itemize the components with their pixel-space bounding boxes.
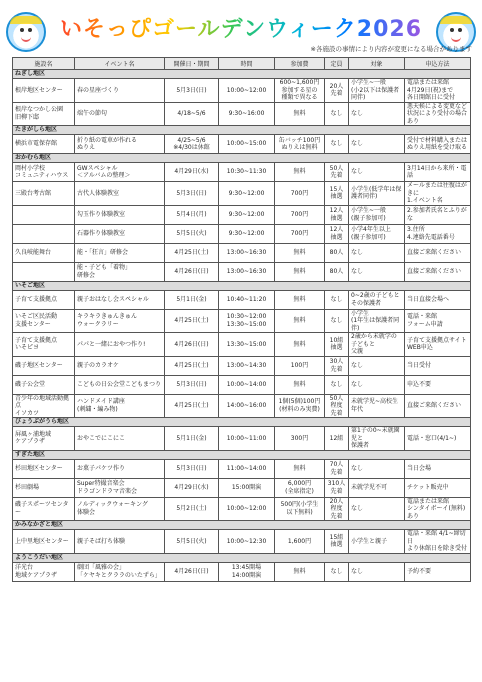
capacity-cell: 20人程度 先着 bbox=[325, 497, 349, 521]
column-header: 定員 bbox=[325, 58, 349, 70]
area-name: おかむら地区 bbox=[13, 154, 471, 163]
facility-cell: 杉田地区センター bbox=[13, 459, 75, 478]
area-header-row bbox=[13, 553, 471, 562]
event-name-cell: お菓子パケツ作り bbox=[75, 459, 165, 478]
area-header-row bbox=[13, 70, 471, 79]
facility-cell: 磯子スポーツセンター bbox=[13, 497, 75, 521]
target-cell: 2歳から未就学の子どもと 父親 bbox=[349, 333, 405, 357]
capacity-cell: 10組 抽選 bbox=[325, 333, 349, 357]
table-row bbox=[13, 333, 471, 357]
facility-cell bbox=[13, 205, 75, 224]
table-row bbox=[13, 530, 471, 554]
fee-cell: 1,600円 bbox=[275, 530, 325, 554]
target-cell: なし bbox=[349, 262, 405, 281]
target-cell: なし bbox=[349, 163, 405, 182]
target-cell: なし bbox=[349, 102, 405, 126]
area-name: すぎた地区 bbox=[13, 450, 471, 459]
table-row bbox=[13, 427, 471, 451]
date-cell: 5月3日(日) bbox=[165, 375, 219, 394]
apply-method-cell: 当日会場 bbox=[405, 459, 471, 478]
fee-cell: 700円 bbox=[275, 224, 325, 243]
capacity-cell: なし bbox=[325, 135, 349, 154]
target-cell: 0~2歳の子どもと その保護者 bbox=[349, 290, 405, 309]
apply-method-cell: 2.参加者氏名とふりがな bbox=[405, 205, 471, 224]
capacity-cell: 30人 先着 bbox=[325, 356, 349, 375]
fee-cell: 6,000円 (全席指定) bbox=[275, 478, 325, 497]
time-cell: 13:00~16:30 bbox=[219, 262, 275, 281]
event-name-cell: こどもの日公会堂こどもまつり bbox=[75, 375, 165, 394]
facility-cell: 杉田劇場 bbox=[13, 478, 75, 497]
column-header: 時間 bbox=[219, 58, 275, 70]
table-row bbox=[13, 394, 471, 418]
date-cell: 5月3日(日) bbox=[165, 79, 219, 103]
table-row bbox=[13, 205, 471, 224]
column-header: 申込方法 bbox=[405, 58, 471, 70]
apply-method-cell: 予約不要 bbox=[405, 562, 471, 581]
capacity-cell: 80人 bbox=[325, 262, 349, 281]
target-cell: 第1子の0~未就園児と 保護者 bbox=[349, 427, 405, 451]
table-row bbox=[13, 79, 471, 103]
event-name-cell: パパと一緒におやつ作り! bbox=[75, 333, 165, 357]
target-cell: 未就学児不可 bbox=[349, 478, 405, 497]
apply-method-cell: 電話・窓口(4/1~) bbox=[405, 427, 471, 451]
capacity-cell: なし bbox=[325, 562, 349, 581]
time-cell: 9:30~12:00 bbox=[219, 205, 275, 224]
fee-cell: 700円 bbox=[275, 182, 325, 206]
capacity-cell: なし bbox=[325, 375, 349, 394]
date-cell: 5月2日(土) bbox=[165, 497, 219, 521]
event-name-cell: ノルディックウォーキング 体験会 bbox=[75, 497, 165, 521]
date-cell: 5月1日(金) bbox=[165, 427, 219, 451]
column-header: イベント名 bbox=[75, 58, 165, 70]
event-name-cell: ハンドメイド講座 (刺繍・編み物) bbox=[75, 394, 165, 418]
column-header: 施設名 bbox=[13, 58, 75, 70]
capacity-cell: 50人程度 先着 bbox=[325, 394, 349, 418]
time-cell: 10:40~11:20 bbox=[219, 290, 275, 309]
event-name-cell: 親子そば打ち体験 bbox=[75, 530, 165, 554]
area-name: いそご地区 bbox=[13, 281, 471, 290]
event-name-cell: 勾玉作り体験教室 bbox=[75, 205, 165, 224]
fee-cell: 100円 bbox=[275, 356, 325, 375]
apply-method-cell: 悪天候による変更など 状況により受付の場合あり bbox=[405, 102, 471, 126]
time-cell: 13:45開場 14:00開演 bbox=[219, 562, 275, 581]
event-name-cell: 古代人体験教室 bbox=[75, 182, 165, 206]
date-cell: 4月25日(土) bbox=[165, 243, 219, 262]
capacity-cell: 80人 bbox=[325, 243, 349, 262]
facility-cell: 磯子公会堂 bbox=[13, 375, 75, 394]
date-cell: 4月29日(水) bbox=[165, 163, 219, 182]
capacity-cell: 20人 先着 bbox=[325, 79, 349, 103]
mascot-logo-icon bbox=[6, 12, 46, 52]
date-cell: 4月26日(日) bbox=[165, 262, 219, 281]
time-cell: 10:30~12:00 13:30~15:00 bbox=[219, 309, 275, 333]
table-row bbox=[13, 182, 471, 206]
fee-cell: 500円(小学生 以下無料) bbox=[275, 497, 325, 521]
fee-cell: 300円 bbox=[275, 427, 325, 451]
target-cell: なし bbox=[349, 459, 405, 478]
event-name-cell: 春の星座づくり bbox=[75, 79, 165, 103]
apply-method-cell: 当日直接会場へ bbox=[405, 290, 471, 309]
date-cell: 5月4日(月) bbox=[165, 205, 219, 224]
facility-cell: 久良岐能舞台 bbox=[13, 243, 75, 262]
date-cell: 4月25日(土) bbox=[165, 309, 219, 333]
date-cell: 4月26日(日) bbox=[165, 333, 219, 357]
capacity-cell: なし bbox=[325, 102, 349, 126]
area-name: ねぎし地区 bbox=[13, 70, 471, 79]
time-cell: 14:00~16:00 bbox=[219, 394, 275, 418]
date-cell: 4月26日(日) bbox=[165, 562, 219, 581]
target-cell: 小学生~一般 (親子参加可) bbox=[349, 205, 405, 224]
facility-cell: 磯子地区センター bbox=[13, 356, 75, 375]
apply-method-cell: 電話または来館 シンタイボーイ(無料)あり bbox=[405, 497, 471, 521]
area-header-row bbox=[13, 450, 471, 459]
column-header: 対象 bbox=[349, 58, 405, 70]
apply-method-cell: チケット販売中 bbox=[405, 478, 471, 497]
time-cell: 15:00開演 bbox=[219, 478, 275, 497]
target-cell: 小学生~一般 (小2以下は保護者同伴) bbox=[349, 79, 405, 103]
date-cell: 4月25日(土) bbox=[165, 356, 219, 375]
fee-cell: 無料 bbox=[275, 459, 325, 478]
capacity-cell: 12人 抽選 bbox=[325, 205, 349, 224]
facility-cell: 根岸地区センター bbox=[13, 79, 75, 103]
fee-cell: 1個(5個)100円 (材料のみ実費) bbox=[275, 394, 325, 418]
facility-cell: 青少年の地域活動拠点 イソカツ bbox=[13, 394, 75, 418]
facility-cell: いそご区民活動 支援センター bbox=[13, 309, 75, 333]
date-cell: 5月1日(金) bbox=[165, 290, 219, 309]
table-row bbox=[13, 163, 471, 182]
apply-method-cell: 申込不要 bbox=[405, 375, 471, 394]
area-header-row bbox=[13, 521, 471, 530]
time-cell: 9:30~16:00 bbox=[219, 102, 275, 126]
fee-cell: 無料 bbox=[275, 102, 325, 126]
apply-method-cell: 3月14日から来所・電話 bbox=[405, 163, 471, 182]
target-cell: なし bbox=[349, 243, 405, 262]
target-cell: なし bbox=[349, 356, 405, 375]
date-cell: 4月25日(土) bbox=[165, 394, 219, 418]
date-cell: 4/25~5/6 ※4/30は休館 bbox=[165, 135, 219, 154]
event-name-cell: 石器作り体験教室 bbox=[75, 224, 165, 243]
date-cell: 4/18~5/6 bbox=[165, 102, 219, 126]
fee-cell: 700円 bbox=[275, 205, 325, 224]
fee-cell: 無料 bbox=[275, 262, 325, 281]
apply-method-cell: 子育て支援拠点サイト WEB申込 bbox=[405, 333, 471, 357]
fee-cell: 無料 bbox=[275, 333, 325, 357]
apply-method-cell: 当日受付 bbox=[405, 356, 471, 375]
fee-cell: 無料 bbox=[275, 562, 325, 581]
target-cell: なし bbox=[349, 497, 405, 521]
date-cell: 5月5日(火) bbox=[165, 224, 219, 243]
event-name-cell: 劇団「風雅の会」 「ケヤキとクララのいたずら」 bbox=[75, 562, 165, 581]
event-name-cell: 端午の節句 bbox=[75, 102, 165, 126]
event-table-body bbox=[13, 70, 471, 582]
fee-cell: 無料 bbox=[275, 290, 325, 309]
area-name: たきがしら地区 bbox=[13, 126, 471, 135]
event-name-cell: キラキラきゅんきゅん ウォークラリー bbox=[75, 309, 165, 333]
table-row bbox=[13, 102, 471, 126]
time-cell: 13:00~16:30 bbox=[219, 243, 275, 262]
column-header: 開催日・期間 bbox=[165, 58, 219, 70]
area-name: びょうぶがうら地区 bbox=[13, 418, 471, 427]
fee-cell: 無料 bbox=[275, 375, 325, 394]
capacity-cell: なし bbox=[325, 309, 349, 333]
event-name-cell: 親子おはなし会スペシャル bbox=[75, 290, 165, 309]
page-title: いそっぴゴールデンウィーク2026 bbox=[50, 12, 432, 40]
facility-cell bbox=[13, 224, 75, 243]
facility-cell: 上中里地区センター bbox=[13, 530, 75, 554]
time-cell: 9:30~12:00 bbox=[219, 182, 275, 206]
event-table bbox=[12, 57, 471, 582]
event-name-cell: おやこでにこにこ bbox=[75, 427, 165, 451]
table-row bbox=[13, 459, 471, 478]
time-cell: 10:30~11:30 bbox=[219, 163, 275, 182]
facility-cell bbox=[13, 262, 75, 281]
table-row bbox=[13, 309, 471, 333]
capacity-cell: 50人 先着 bbox=[325, 163, 349, 182]
facility-cell: 洋光台 地域ケアプラザ bbox=[13, 562, 75, 581]
area-header-row bbox=[13, 154, 471, 163]
fee-cell: 無料 bbox=[275, 243, 325, 262]
apply-method-cell: 直接ご来館ください bbox=[405, 394, 471, 418]
event-name-cell: 能・子ども「着物」 研修会 bbox=[75, 262, 165, 281]
time-cell: 13:00~14:30 bbox=[219, 356, 275, 375]
apply-method-cell: メールまたは往復はがきに 1.イベント名 bbox=[405, 182, 471, 206]
area-name: かみなかざと地区 bbox=[13, 521, 471, 530]
target-cell: 小学生(低学年は保護者同伴) bbox=[349, 182, 405, 206]
time-cell: 10:00~12:00 bbox=[219, 497, 275, 521]
facility-cell: 横浜市電保存館 bbox=[13, 135, 75, 154]
target-cell: なし bbox=[349, 375, 405, 394]
capacity-cell: なし bbox=[325, 290, 349, 309]
area-header-row bbox=[13, 418, 471, 427]
table-row bbox=[13, 375, 471, 394]
facility-cell: 岡村小学校 コミュニティハウス bbox=[13, 163, 75, 182]
column-header: 参加費 bbox=[275, 58, 325, 70]
date-cell: 5月5日(火) bbox=[165, 530, 219, 554]
apply-method-cell: 直接ご来館ください bbox=[405, 243, 471, 262]
event-name-cell: 親子のカラオケ bbox=[75, 356, 165, 375]
table-row bbox=[13, 356, 471, 375]
table-row bbox=[13, 290, 471, 309]
table-row bbox=[13, 478, 471, 497]
area-header-row bbox=[13, 126, 471, 135]
fee-cell: 無料 bbox=[275, 163, 325, 182]
apply-method-cell: 3.住所 4.連絡先電話番号 bbox=[405, 224, 471, 243]
event-name-cell: GWスペシャル ＜アルバムの整理＞ bbox=[75, 163, 165, 182]
apply-method-cell: 電話・来館 フォーム申請 bbox=[405, 309, 471, 333]
time-cell: 9:30~12:00 bbox=[219, 224, 275, 243]
date-cell: 4月29日(水) bbox=[165, 478, 219, 497]
table-row bbox=[13, 562, 471, 581]
facility-cell: 三殿台考古館 bbox=[13, 182, 75, 206]
target-cell: 未就学児~高校生年代 bbox=[349, 394, 405, 418]
capacity-cell: 310人 先着 bbox=[325, 478, 349, 497]
time-cell: 10:00~15:00 bbox=[219, 135, 275, 154]
target-cell: なし bbox=[349, 562, 405, 581]
facility-cell: 屏風ヶ浦地域 ケアプラザ bbox=[13, 427, 75, 451]
time-cell: 13:30~15:00 bbox=[219, 333, 275, 357]
apply-method-cell: 電話・来館 4/1~締切日 より休館日を除き受付 bbox=[405, 530, 471, 554]
time-cell: 11:00~14:00 bbox=[219, 459, 275, 478]
table-row bbox=[13, 243, 471, 262]
table-row bbox=[13, 497, 471, 521]
facility-cell: 根岸なつかし公園 旧柳下邸 bbox=[13, 102, 75, 126]
event-name-cell: 折り紙の電車が作れる ぬりえ bbox=[75, 135, 165, 154]
event-name-cell: Super特撮音楽会 ドラゴンドラマ音楽会 bbox=[75, 478, 165, 497]
table-row bbox=[13, 135, 471, 154]
notice-text: ※各施設の事情により内容が変更になる場合があります bbox=[310, 45, 472, 53]
capacity-cell: 12人 抽選 bbox=[325, 224, 349, 243]
capacity-cell: 12組 bbox=[325, 427, 349, 451]
target-cell: 小学生と親子 bbox=[349, 530, 405, 554]
capacity-cell: 70人 先着 bbox=[325, 459, 349, 478]
time-cell: 10:00~12:00 bbox=[219, 79, 275, 103]
table-row bbox=[13, 224, 471, 243]
table-header-row bbox=[13, 58, 471, 70]
capacity-cell: 15人 抽選 bbox=[325, 182, 349, 206]
area-name: ようこうだい地区 bbox=[13, 553, 471, 562]
time-cell: 10:00~12:30 bbox=[219, 530, 275, 554]
apply-method-cell: 直接ご来館ください bbox=[405, 262, 471, 281]
target-cell: なし bbox=[349, 135, 405, 154]
area-header-row bbox=[13, 281, 471, 290]
fee-cell: 缶バッチ100円 ぬりえは無料 bbox=[275, 135, 325, 154]
capacity-cell: 15組 抽選 bbox=[325, 530, 349, 554]
date-cell: 5月3日(日) bbox=[165, 459, 219, 478]
time-cell: 10:00~11:00 bbox=[219, 427, 275, 451]
target-cell: 小学生 (1年生は保護者同伴) bbox=[349, 309, 405, 333]
header bbox=[0, 0, 482, 56]
table-row bbox=[13, 262, 471, 281]
date-cell: 5月3日(日) bbox=[165, 182, 219, 206]
time-cell: 10:00~14:00 bbox=[219, 375, 275, 394]
target-cell: 小学4年生以上 (親子参加可) bbox=[349, 224, 405, 243]
fee-cell: 無料 bbox=[275, 309, 325, 333]
event-name-cell: 能・「狂言」研修会 bbox=[75, 243, 165, 262]
apply-method-cell: 受付で材料購入または ぬりえ用紙を受け取る bbox=[405, 135, 471, 154]
facility-cell: 子育て支援拠点 bbox=[13, 290, 75, 309]
apply-method-cell: 電話または来館 4月29日(祝)まで 各日開館日に受付 bbox=[405, 79, 471, 103]
facility-cell: 子育て支援拠点 いそピヨ bbox=[13, 333, 75, 357]
fee-cell: 600~1,600円 参加する星の 種類で異なる bbox=[275, 79, 325, 103]
